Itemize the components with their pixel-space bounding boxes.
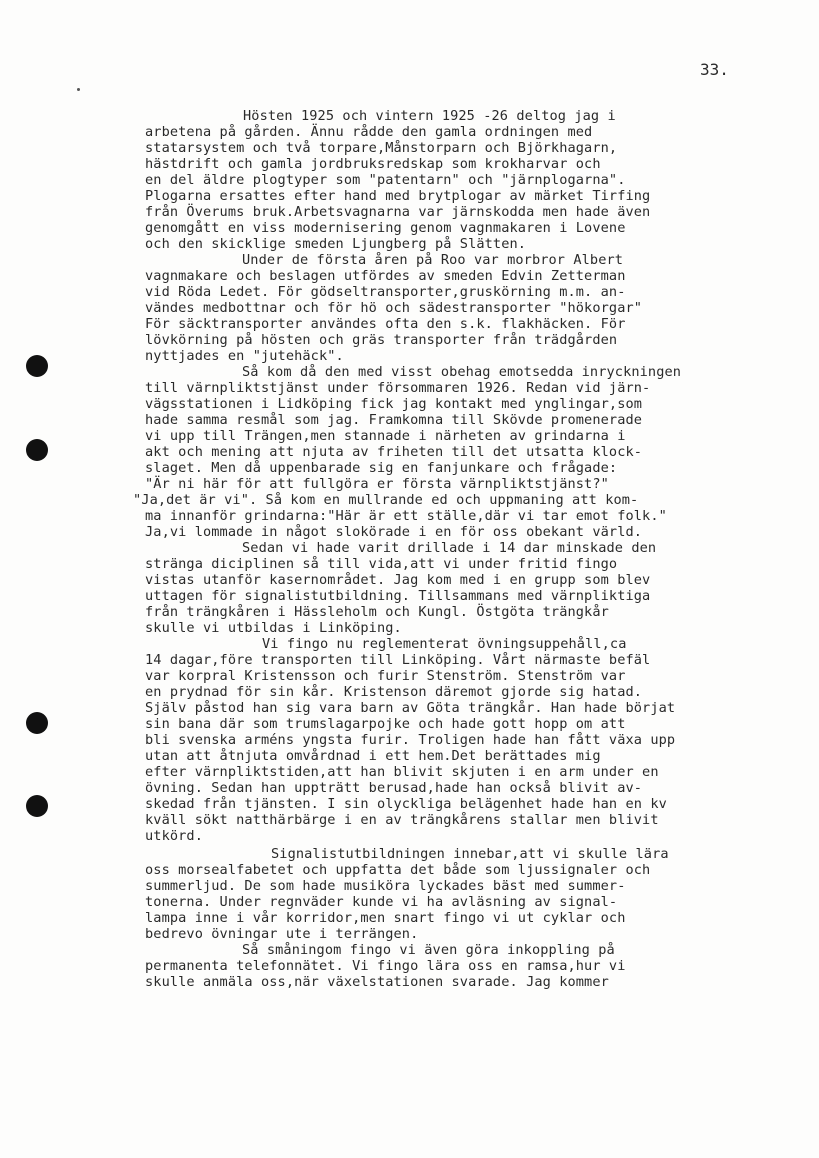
punch-hole	[26, 439, 48, 461]
text-line: akt och mening att njuta av friheten till det utsatta klock-	[145, 444, 643, 460]
text-line: utkörd.	[145, 828, 203, 844]
text-line: lövkörning på hösten och gräs transporter från trädgården	[145, 332, 618, 348]
punch-hole	[26, 712, 48, 734]
text-line: Plogarna ersattes efter hand med brytplogar av märket Tirfing	[145, 188, 651, 204]
text-line: var korpral Kristensson och furir Stenström. Stenström var	[145, 668, 626, 684]
text-line: statarsystem och två torpare,Månstorparn och Björkhagarn,	[145, 140, 618, 156]
text-line: vid Röda Ledet. För gödseltransporter,gruskörning m.m. an-	[145, 284, 626, 300]
text-line: stränga diciplinen så till vida,att vi under fritid fingo	[145, 556, 618, 572]
text-line: skedad från tjänsten. I sin olyckliga belägenhet hade han en kv	[145, 796, 667, 812]
text-line: till värnpliktstjänst under försommaren 1926. Redan vid järn-	[145, 380, 651, 396]
text-line: hästdrift och gamla jordbruksredskap som krokharvar och	[145, 156, 601, 172]
text-line: Hösten 1925 och vintern 1925 -26 deltog jag i	[243, 108, 616, 124]
text-line: hade samma resmål som jag. Framkomna till Skövde promenerade	[145, 412, 643, 428]
text-line: ma innanför grindarna:"Här är ett ställe,där vi tar emot folk."	[145, 508, 667, 524]
text-line: vändes medbottnar och för hö och sädestransporter "hökorgar"	[145, 300, 643, 316]
text-line: Själv påstod han sig vara barn av Göta trängkår. Han hade börjat	[145, 700, 676, 716]
text-line: utan att åtnjuta omvårdnad i ett hem.Det berättades mig	[145, 748, 601, 764]
punch-hole	[26, 795, 48, 817]
text-line: oss morsealfabetet och uppfatta det både som ljussignaler och	[145, 862, 651, 878]
text-line: vagnmakare och beslagen utfördes av smeden Edvin Zetterman	[145, 268, 626, 284]
text-line: permanenta telefonnätet. Vi fingo lära oss en ramsa,hur vi	[145, 958, 626, 974]
text-line: Sedan vi hade varit drillade i 14 dar minskade den	[242, 540, 657, 556]
punch-hole	[26, 355, 48, 377]
text-line: nyttjades en "jutehäck".	[145, 348, 344, 364]
text-line: Under de första åren på Roo var morbror Albert	[242, 252, 624, 268]
text-line: arbetena på gården. Ännu rådde den gamla ordningen med	[145, 124, 593, 140]
text-line: skulle anmäla oss,när växelstationen svarade. Jag kommer	[145, 974, 609, 990]
text-line: en prydnad för sin kår. Kristenson däremot gjorde sig hatad.	[145, 684, 643, 700]
text-line: vägsstationen i Lidköping fick jag kontakt med ynglingar,som	[145, 396, 643, 412]
text-line: Så småningom fingo vi även göra inkoppling på	[242, 942, 615, 958]
text-line: efter värnpliktstiden,att han blivit skjuten i en arm under en	[145, 764, 659, 780]
text-line: skulle vi utbildas i Linköping.	[145, 620, 402, 636]
text-line: Signalistutbildningen innebar,att vi skulle lära	[271, 846, 669, 862]
text-line: Ja,vi lommade in något slokörade i en för oss obekant värld.	[145, 524, 643, 540]
text-line: en del äldre plogtyper som "patentarn" och "järnplogarna".	[145, 172, 626, 188]
text-line: kväll sökt natthärbärge i en av trängkårens stallar men blivit	[145, 812, 659, 828]
page-number: 33.	[700, 60, 729, 79]
text-line: vi upp till Trängen,men stannade i närheten av grindarna i	[145, 428, 626, 444]
text-line: uttagen för signalistutbildning. Tillsammans med värnpliktiga	[145, 588, 651, 604]
text-line: slaget. Men då uppenbarade sig en fanjunkare och frågade:	[145, 460, 618, 476]
text-line: vistas utanför kasernområdet. Jag kom med i en grupp som blev	[145, 572, 651, 588]
text-line: "Är ni här för att fullgöra er första värnpliktstjänst?"	[145, 476, 609, 492]
text-line: övning. Sedan han uppträtt berusad,hade han också blivit av-	[145, 780, 643, 796]
text-line: sin bana där som trumslagarpojke och hade gott hopp om att	[145, 716, 626, 732]
text-line: Vi fingo nu reglementerat övningsuppehåll,ca	[262, 636, 627, 652]
text-line: lampa inne i vår korridor,men snart fingo vi ut cyklar och	[145, 910, 626, 926]
paper-speck	[77, 88, 80, 91]
text-line: bedrevo övningar ute i terrängen.	[145, 926, 419, 942]
text-line: 14 dagar,före transporten till Linköping. Vårt närmaste befäl	[145, 652, 651, 668]
text-line: tonerna. Under regnväder kunde vi ha avläsning av signal-	[145, 894, 618, 910]
text-line: och den skicklige smeden Ljungberg på Slätten.	[145, 236, 527, 252]
text-line: genomgått en viss modernisering genom vagnmakaren i Lovene	[145, 220, 626, 236]
text-line: Så kom då den med visst obehag emotsedda inryckningen	[242, 364, 682, 380]
text-line: "Ja,det är vi". Så kom en mullrande ed och uppmaning att kom-	[133, 492, 639, 508]
text-line: bli svenska arméns yngsta furir. Troligen hade han fått växa upp	[145, 732, 676, 748]
text-line: summerljud. De som hade musiköra lyckades bäst med summer-	[145, 878, 626, 894]
text-line: från Överums bruk.Arbetsvagnarna var järnskodda men hade även	[145, 204, 651, 220]
text-line: från trängkåren i Hässleholm och Kungl. Östgöta trängkår	[145, 604, 609, 620]
text-line: För säcktransporter användes ofta den s.k. flakhäcken. För	[145, 316, 626, 332]
